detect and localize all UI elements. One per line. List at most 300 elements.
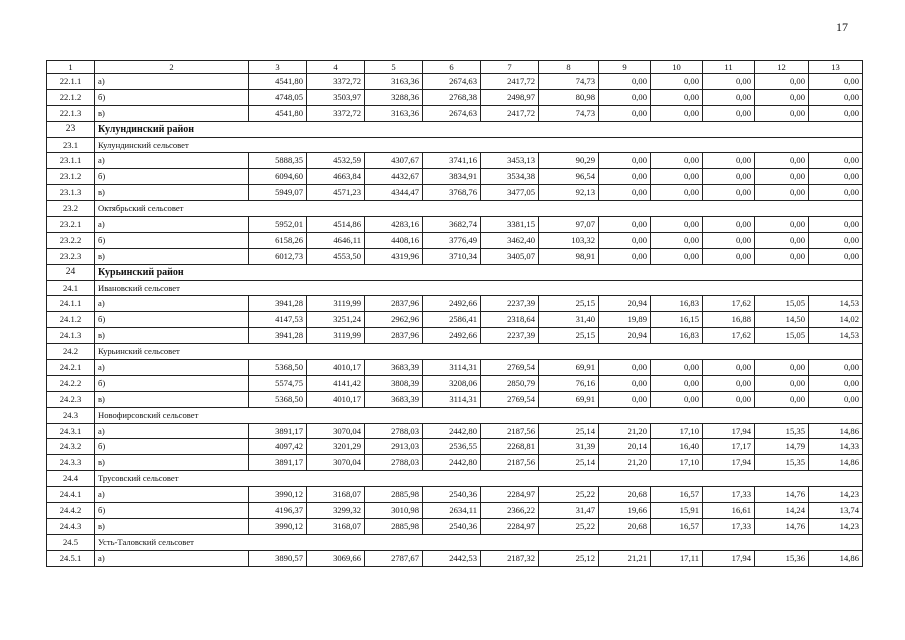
district-row	[47, 264, 863, 280]
row-label: а)	[95, 487, 249, 503]
row-value: 97,07	[539, 217, 599, 233]
row-code: 24.2.1	[47, 360, 95, 376]
row-value: 2788,03	[365, 455, 423, 471]
row-value: 2674,63	[423, 74, 481, 90]
table-row	[47, 169, 863, 185]
row-value: 0,00	[651, 153, 703, 169]
row-value: 17,62	[703, 328, 755, 344]
section-code: 24.3	[47, 407, 95, 423]
district-row	[47, 121, 863, 137]
section-code: 24.1	[47, 280, 95, 296]
row-label: в)	[95, 518, 249, 534]
row-value: 3405,07	[481, 248, 539, 264]
row-label: б)	[95, 375, 249, 391]
row-value: 16,88	[703, 312, 755, 328]
row-value: 25,15	[539, 328, 599, 344]
row-value: 2417,72	[481, 74, 539, 90]
row-value: 76,16	[539, 375, 599, 391]
section-row	[47, 471, 863, 487]
row-value: 4344,47	[365, 185, 423, 201]
row-label: а)	[95, 74, 249, 90]
row-value: 0,00	[651, 248, 703, 264]
column-header: 2	[95, 61, 249, 74]
table-row	[47, 312, 863, 328]
row-value: 0,00	[755, 185, 809, 201]
row-value: 3683,39	[365, 391, 423, 407]
section-title: Усть-Таловский сельсовет	[95, 534, 863, 550]
row-value: 2366,22	[481, 503, 539, 519]
row-value: 16,83	[651, 296, 703, 312]
row-value: 74,73	[539, 74, 599, 90]
row-value: 3891,17	[249, 455, 307, 471]
row-value: 2787,67	[365, 550, 423, 566]
row-value: 0,00	[703, 74, 755, 90]
row-value: 25,22	[539, 518, 599, 534]
row-code: 23.2.3	[47, 248, 95, 264]
row-value: 14,53	[809, 296, 863, 312]
row-value: 5368,50	[249, 391, 307, 407]
row-value: 4553,50	[307, 248, 365, 264]
column-header: 1	[47, 61, 95, 74]
row-value: 15,36	[755, 550, 809, 566]
row-value: 25,22	[539, 487, 599, 503]
row-code: 23.1.2	[47, 169, 95, 185]
row-value: 3710,34	[423, 248, 481, 264]
section-code: 24.4	[47, 471, 95, 487]
row-value: 2634,11	[423, 503, 481, 519]
row-value: 3372,72	[307, 74, 365, 90]
row-value: 4010,17	[307, 391, 365, 407]
row-value: 2187,32	[481, 550, 539, 566]
row-value: 5949,07	[249, 185, 307, 201]
row-value: 20,68	[599, 487, 651, 503]
section-code: 24.2	[47, 344, 95, 360]
row-value: 0,00	[703, 185, 755, 201]
row-value: 3163,36	[365, 105, 423, 121]
row-value: 4514,86	[307, 217, 365, 233]
row-value: 0,00	[755, 375, 809, 391]
row-value: 2769,54	[481, 391, 539, 407]
row-value: 3069,66	[307, 550, 365, 566]
row-value: 0,00	[651, 74, 703, 90]
row-value: 92,13	[539, 185, 599, 201]
row-code: 23.1.3	[47, 185, 95, 201]
row-value: 2187,56	[481, 455, 539, 471]
row-value: 0,00	[599, 360, 651, 376]
row-value: 0,00	[809, 185, 863, 201]
row-code: 22.1.3	[47, 105, 95, 121]
row-label: в)	[95, 248, 249, 264]
page-number: 17	[836, 20, 848, 34]
row-value: 15,35	[755, 455, 809, 471]
row-value: 0,00	[599, 217, 651, 233]
row-value: 3477,05	[481, 185, 539, 201]
row-value: 3683,39	[365, 360, 423, 376]
row-value: 2913,03	[365, 439, 423, 455]
column-header: 9	[599, 61, 651, 74]
row-code: 24.5.1	[47, 550, 95, 566]
row-code: 24.1.1	[47, 296, 95, 312]
row-value: 3251,24	[307, 312, 365, 328]
row-value: 25,14	[539, 423, 599, 439]
row-code: 22.1.1	[47, 74, 95, 90]
row-value: 0,00	[599, 248, 651, 264]
row-value: 4541,80	[249, 74, 307, 90]
row-value: 0,00	[599, 89, 651, 105]
row-value: 6012,73	[249, 248, 307, 264]
row-value: 0,00	[599, 391, 651, 407]
row-value: 0,00	[651, 185, 703, 201]
section-title: Новофирсовский сельсовет	[95, 407, 863, 423]
row-value: 15,05	[755, 328, 809, 344]
row-value: 31,40	[539, 312, 599, 328]
column-header: 13	[809, 61, 863, 74]
row-value: 2442,80	[423, 455, 481, 471]
row-value: 0,00	[651, 105, 703, 121]
district-title: Кулундинский район	[95, 121, 863, 137]
row-value: 0,00	[703, 105, 755, 121]
row-value: 0,00	[651, 89, 703, 105]
section-title: Кулундинский сельсовет	[95, 137, 863, 153]
row-value: 2498,97	[481, 89, 539, 105]
row-value: 2237,39	[481, 296, 539, 312]
row-value: 17,17	[703, 439, 755, 455]
table-row	[47, 153, 863, 169]
table-row	[47, 89, 863, 105]
row-value: 2788,03	[365, 423, 423, 439]
row-label: а)	[95, 360, 249, 376]
row-value: 31,39	[539, 439, 599, 455]
row-code: 24.3.2	[47, 439, 95, 455]
table-row	[47, 296, 863, 312]
row-value: 5574,75	[249, 375, 307, 391]
row-code: 24.2.3	[47, 391, 95, 407]
row-value: 0,00	[651, 375, 703, 391]
row-value: 14,79	[755, 439, 809, 455]
row-value: 98,91	[539, 248, 599, 264]
section-row	[47, 201, 863, 217]
row-value: 17,33	[703, 518, 755, 534]
row-value: 14,23	[809, 518, 863, 534]
row-value: 3381,15	[481, 217, 539, 233]
row-value: 3941,28	[249, 296, 307, 312]
row-value: 17,94	[703, 455, 755, 471]
table-row	[47, 455, 863, 471]
row-value: 16,57	[651, 487, 703, 503]
row-value: 4432,67	[365, 169, 423, 185]
row-value: 103,32	[539, 232, 599, 248]
row-value: 90,29	[539, 153, 599, 169]
row-value: 15,05	[755, 296, 809, 312]
district-code: 24	[47, 264, 95, 280]
row-value: 2837,96	[365, 328, 423, 344]
row-value: 2492,66	[423, 296, 481, 312]
row-value: 6158,26	[249, 232, 307, 248]
table-row	[47, 74, 863, 90]
row-value: 25,14	[539, 455, 599, 471]
row-value: 74,73	[539, 105, 599, 121]
row-value: 0,00	[651, 169, 703, 185]
row-value: 2268,81	[481, 439, 539, 455]
row-value: 0,00	[599, 105, 651, 121]
row-value: 0,00	[755, 217, 809, 233]
row-label: а)	[95, 296, 249, 312]
row-value: 0,00	[703, 169, 755, 185]
row-value: 4748,05	[249, 89, 307, 105]
row-value: 20,94	[599, 296, 651, 312]
row-value: 6094,60	[249, 169, 307, 185]
row-value: 0,00	[809, 89, 863, 105]
row-value: 0,00	[755, 248, 809, 264]
row-value: 17,11	[651, 550, 703, 566]
section-row	[47, 344, 863, 360]
row-value: 3808,39	[365, 375, 423, 391]
row-value: 4010,17	[307, 360, 365, 376]
row-value: 5368,50	[249, 360, 307, 376]
row-value: 0,00	[703, 248, 755, 264]
row-code: 24.3.1	[47, 423, 95, 439]
row-value: 3114,31	[423, 391, 481, 407]
row-value: 3990,12	[249, 487, 307, 503]
row-code: 24.2.2	[47, 375, 95, 391]
row-value: 0,00	[755, 74, 809, 90]
row-value: 14,86	[809, 423, 863, 439]
row-value: 3453,13	[481, 153, 539, 169]
row-value: 0,00	[599, 232, 651, 248]
row-value: 2768,38	[423, 89, 481, 105]
row-value: 4141,42	[307, 375, 365, 391]
column-header: 6	[423, 61, 481, 74]
row-value: 14,53	[809, 328, 863, 344]
row-value: 3168,07	[307, 518, 365, 534]
column-header: 4	[307, 61, 365, 74]
row-value: 13,74	[809, 503, 863, 519]
row-value: 0,00	[809, 74, 863, 90]
row-value: 3010,98	[365, 503, 423, 519]
row-value: 2237,39	[481, 328, 539, 344]
table-row	[47, 423, 863, 439]
row-value: 20,14	[599, 439, 651, 455]
row-value: 3682,74	[423, 217, 481, 233]
row-value: 0,00	[651, 217, 703, 233]
table-row	[47, 439, 863, 455]
row-code: 24.1.3	[47, 328, 95, 344]
row-value: 0,00	[755, 391, 809, 407]
section-code: 23.1	[47, 137, 95, 153]
row-value: 0,00	[703, 391, 755, 407]
column-header: 12	[755, 61, 809, 74]
row-value: 20,94	[599, 328, 651, 344]
row-value: 2540,36	[423, 518, 481, 534]
row-value: 2885,98	[365, 518, 423, 534]
row-value: 4097,42	[249, 439, 307, 455]
row-label: б)	[95, 503, 249, 519]
row-value: 21,20	[599, 455, 651, 471]
row-value: 3834,91	[423, 169, 481, 185]
row-value: 0,00	[809, 360, 863, 376]
table-row	[47, 248, 863, 264]
table-row	[47, 391, 863, 407]
row-value: 2674,63	[423, 105, 481, 121]
row-value: 0,00	[755, 89, 809, 105]
row-value: 3208,06	[423, 375, 481, 391]
table-row	[47, 217, 863, 233]
row-value: 2442,80	[423, 423, 481, 439]
row-value: 0,00	[809, 391, 863, 407]
row-value: 16,83	[651, 328, 703, 344]
column-header: 11	[703, 61, 755, 74]
row-label: а)	[95, 423, 249, 439]
row-value: 4196,37	[249, 503, 307, 519]
row-value: 0,00	[755, 232, 809, 248]
row-label: б)	[95, 312, 249, 328]
row-value: 3070,04	[307, 455, 365, 471]
row-value: 3168,07	[307, 487, 365, 503]
row-value: 3891,17	[249, 423, 307, 439]
column-header: 3	[249, 61, 307, 74]
row-code: 23.2.1	[47, 217, 95, 233]
row-value: 15,91	[651, 503, 703, 519]
row-value: 3503,97	[307, 89, 365, 105]
row-value: 0,00	[599, 153, 651, 169]
row-value: 25,12	[539, 550, 599, 566]
row-code: 24.4.1	[47, 487, 95, 503]
row-value: 17,94	[703, 550, 755, 566]
row-value: 4283,16	[365, 217, 423, 233]
row-value: 3201,29	[307, 439, 365, 455]
section-code: 24.5	[47, 534, 95, 550]
table-row	[47, 185, 863, 201]
row-value: 14,23	[809, 487, 863, 503]
row-value: 16,57	[651, 518, 703, 534]
row-value: 3534,38	[481, 169, 539, 185]
column-header: 7	[481, 61, 539, 74]
row-value: 14,76	[755, 518, 809, 534]
row-value: 5888,35	[249, 153, 307, 169]
row-value: 14,33	[809, 439, 863, 455]
row-value: 0,00	[599, 74, 651, 90]
row-value: 3776,49	[423, 232, 481, 248]
table-row	[47, 360, 863, 376]
row-value: 2540,36	[423, 487, 481, 503]
row-code: 24.3.3	[47, 455, 95, 471]
row-value: 2187,56	[481, 423, 539, 439]
row-value: 2492,66	[423, 328, 481, 344]
row-value: 0,00	[651, 391, 703, 407]
row-value: 21,21	[599, 550, 651, 566]
row-value: 4646,11	[307, 232, 365, 248]
row-value: 4663,84	[307, 169, 365, 185]
row-code: 23.2.2	[47, 232, 95, 248]
row-label: а)	[95, 153, 249, 169]
table-header-row	[47, 61, 863, 74]
row-value: 3890,57	[249, 550, 307, 566]
row-value: 21,20	[599, 423, 651, 439]
row-value: 17,10	[651, 455, 703, 471]
row-value: 3070,04	[307, 423, 365, 439]
row-value: 3288,36	[365, 89, 423, 105]
row-value: 16,40	[651, 439, 703, 455]
row-value: 4532,59	[307, 153, 365, 169]
row-value: 0,00	[755, 105, 809, 121]
row-value: 5952,01	[249, 217, 307, 233]
district-title: Курьинский район	[95, 264, 863, 280]
row-value: 2850,79	[481, 375, 539, 391]
row-value: 0,00	[703, 89, 755, 105]
section-code: 23.2	[47, 201, 95, 217]
row-value: 0,00	[651, 232, 703, 248]
section-row	[47, 137, 863, 153]
row-value: 0,00	[809, 105, 863, 121]
row-value: 19,66	[599, 503, 651, 519]
row-value: 2442,53	[423, 550, 481, 566]
data-table	[46, 60, 863, 567]
row-value: 16,61	[703, 503, 755, 519]
row-label: в)	[95, 105, 249, 121]
row-value: 17,94	[703, 423, 755, 439]
row-value: 3163,36	[365, 74, 423, 90]
row-value: 0,00	[703, 153, 755, 169]
row-code: 24.1.2	[47, 312, 95, 328]
row-value: 0,00	[809, 375, 863, 391]
row-value: 3114,31	[423, 360, 481, 376]
table-row	[47, 105, 863, 121]
table-row	[47, 232, 863, 248]
row-value: 69,91	[539, 360, 599, 376]
section-title: Ивановский сельсовет	[95, 280, 863, 296]
row-value: 0,00	[599, 375, 651, 391]
row-value: 14,86	[809, 550, 863, 566]
table-row	[47, 518, 863, 534]
row-code: 22.1.2	[47, 89, 95, 105]
row-value: 3119,99	[307, 328, 365, 344]
row-label: б)	[95, 439, 249, 455]
row-label: б)	[95, 232, 249, 248]
district-code: 23	[47, 121, 95, 137]
section-title: Курьинский сельсовет	[95, 344, 863, 360]
row-value: 0,00	[651, 360, 703, 376]
row-label: а)	[95, 217, 249, 233]
row-value: 69,91	[539, 391, 599, 407]
row-value: 0,00	[599, 185, 651, 201]
section-row	[47, 280, 863, 296]
row-value: 17,33	[703, 487, 755, 503]
row-value: 14,86	[809, 455, 863, 471]
row-value: 2837,96	[365, 296, 423, 312]
table-row	[47, 328, 863, 344]
row-value: 17,10	[651, 423, 703, 439]
table-row	[47, 487, 863, 503]
row-value: 0,00	[755, 360, 809, 376]
section-title: Октябрьский сельсовет	[95, 201, 863, 217]
column-header: 10	[651, 61, 703, 74]
row-value: 2586,41	[423, 312, 481, 328]
row-value: 0,00	[703, 375, 755, 391]
row-value: 2885,98	[365, 487, 423, 503]
row-value: 0,00	[755, 169, 809, 185]
row-value: 0,00	[809, 248, 863, 264]
row-value: 4147,53	[249, 312, 307, 328]
row-label: а)	[95, 550, 249, 566]
row-value: 25,15	[539, 296, 599, 312]
row-value: 14,24	[755, 503, 809, 519]
row-code: 24.4.2	[47, 503, 95, 519]
row-value: 2284,97	[481, 487, 539, 503]
column-header: 8	[539, 61, 599, 74]
row-label: б)	[95, 89, 249, 105]
row-label: в)	[95, 455, 249, 471]
row-value: 2769,54	[481, 360, 539, 376]
